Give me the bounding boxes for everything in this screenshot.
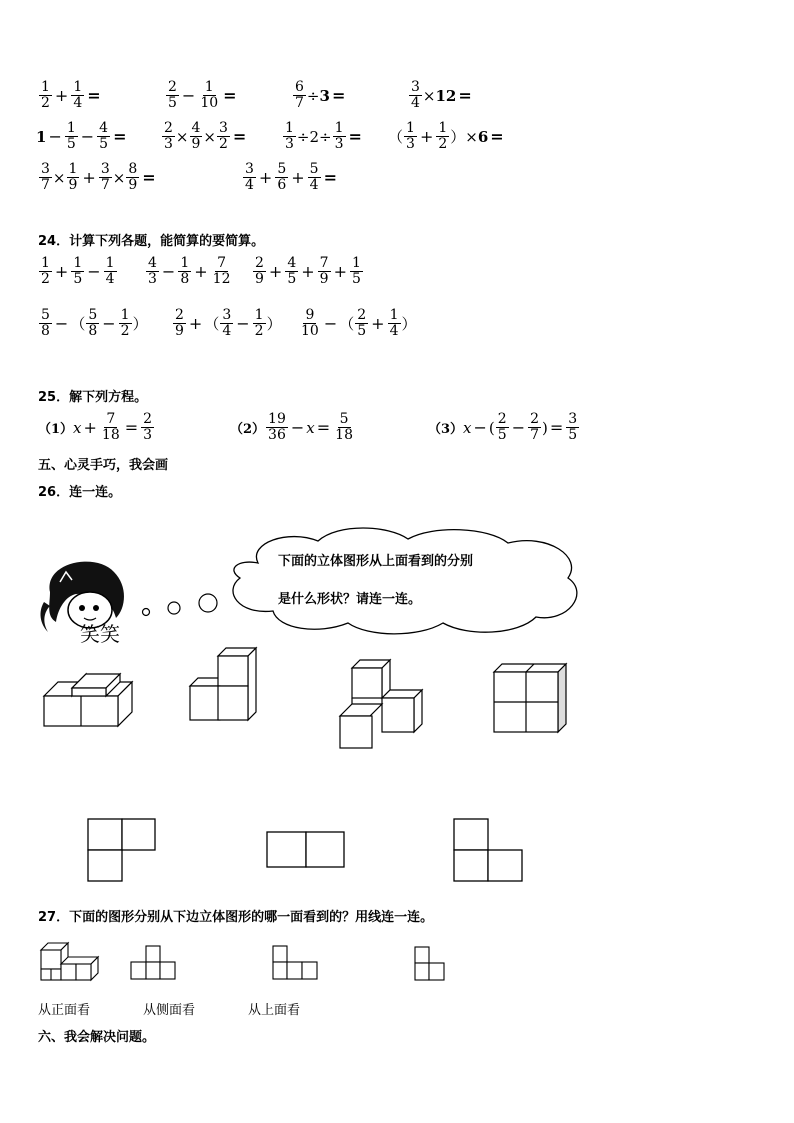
solid-figure-2 bbox=[188, 650, 268, 726]
section-5-title: 五、心灵手巧，我会画 bbox=[38, 458, 169, 473]
view-label-side: 从侧面看 bbox=[143, 1003, 196, 1018]
calc-23-4: $\frac{3}{4}$ × 12 = bbox=[411, 79, 472, 111]
equation-25-3: （3） x − ( $\frac{2}{5}$ − $\frac{2}{7}$ ) = $\frac{3}{5}$ bbox=[428, 411, 578, 443]
view-label-top: 从上面看 bbox=[248, 1003, 301, 1018]
fraction: $\frac{1}{2}$ bbox=[41, 79, 50, 111]
calc-23-2: $\frac{2}{5}$ − $\frac{1}{10}$ = bbox=[168, 79, 237, 111]
question-26-title: 26．连一连。 bbox=[38, 485, 122, 500]
calc-24-3: $\frac{2}{9}$ + $\frac{4}{5}$ + $\frac{7}{9}$ + $\frac{1}{5}$ bbox=[255, 255, 361, 287]
solid-figure-3 bbox=[338, 660, 428, 750]
top-view-shape-2 bbox=[266, 831, 346, 869]
section-6-title: 六、我会解决问题。 bbox=[38, 1030, 156, 1045]
view-shape-c bbox=[414, 946, 448, 982]
equation-25-1: （1） x + $\frac{7}{18}$ = $\frac{2}{3}$ bbox=[38, 411, 153, 443]
equation-25-2: （2） $\frac{19}{36}$ − x = $\frac{5}{18}$ bbox=[230, 411, 353, 443]
solid-figure-4 bbox=[492, 662, 572, 732]
calc-23-6: $\frac{2}{3}$ × $\frac{4}{9}$ × $\frac{3}{2}$ = bbox=[164, 120, 247, 152]
calc-23-8: （ $\frac{1}{3}$ + $\frac{1}{2}$ ） × 6 = bbox=[388, 120, 504, 152]
question-25-title: 25．解下列方程。 bbox=[38, 390, 148, 405]
question-24-title: 24．计算下列各题，能简算的要简算。 bbox=[38, 234, 265, 249]
calc-23-1: $\frac{1}{2}$ + $\frac{1}{4}$ = bbox=[41, 79, 101, 111]
solid-figure-1 bbox=[42, 670, 132, 730]
calc-24-6: $\frac{9}{10}$ − （ $\frac{2}{5}$ + $\frac{1}{4}$ ） bbox=[301, 307, 417, 339]
calc-23-7: $\frac{1}{3}$ ÷ 2 ÷ $\frac{1}{3}$ = bbox=[285, 120, 362, 152]
top-view-shape-3 bbox=[453, 818, 525, 883]
girl-name: 笑笑 bbox=[80, 622, 120, 646]
cloud-text-line2: 是什么形状？请连一连。 bbox=[278, 592, 422, 607]
thought-bubbles bbox=[140, 592, 220, 622]
solid-figure-q27 bbox=[40, 942, 102, 982]
fraction: $\frac{1}{4}$ bbox=[73, 79, 83, 111]
cloud-text-line1: 下面的立体图形从上面看到的分别 bbox=[278, 554, 474, 569]
calc-23-9: $\frac{3}{7}$ × $\frac{1}{9}$ + $\frac{3}{7}$ × $\frac{8}{9}$ = bbox=[41, 161, 156, 193]
calc-23-10: $\frac{3}{4}$ + $\frac{5}{6}$ + $\frac{5}{4}$ = bbox=[245, 161, 337, 193]
view-shape-a bbox=[130, 945, 178, 981]
calc-24-2: $\frac{4}{3}$ − $\frac{1}{8}$ + $\frac{7}{12}$ bbox=[148, 255, 231, 287]
calc-24-5: $\frac{2}{9}$ + （ $\frac{3}{4}$ − $\frac{1}{2}$ ） bbox=[175, 307, 282, 339]
calc-23-5: 1 − $\frac{1}{5}$ − $\frac{4}{5}$ = bbox=[36, 120, 127, 152]
speech-cloud bbox=[218, 523, 588, 638]
calc-24-1: $\frac{1}{2}$ + $\frac{1}{5}$ − $\frac{1}{4}$ bbox=[41, 255, 115, 287]
top-view-shape-1 bbox=[87, 818, 157, 883]
calc-23-3: $\frac{6}{7}$ ÷ 3 = bbox=[295, 79, 346, 111]
view-shape-b bbox=[272, 945, 320, 981]
calc-24-4: $\frac{5}{8}$ − （ $\frac{5}{8}$ − $\frac{1}{2}$ ） bbox=[41, 307, 148, 339]
view-label-front: 从正面看 bbox=[38, 1003, 91, 1018]
question-27-title: 27．下面的图形分别从下边立体图形的哪一面看到的？用线连一连。 bbox=[38, 910, 434, 925]
